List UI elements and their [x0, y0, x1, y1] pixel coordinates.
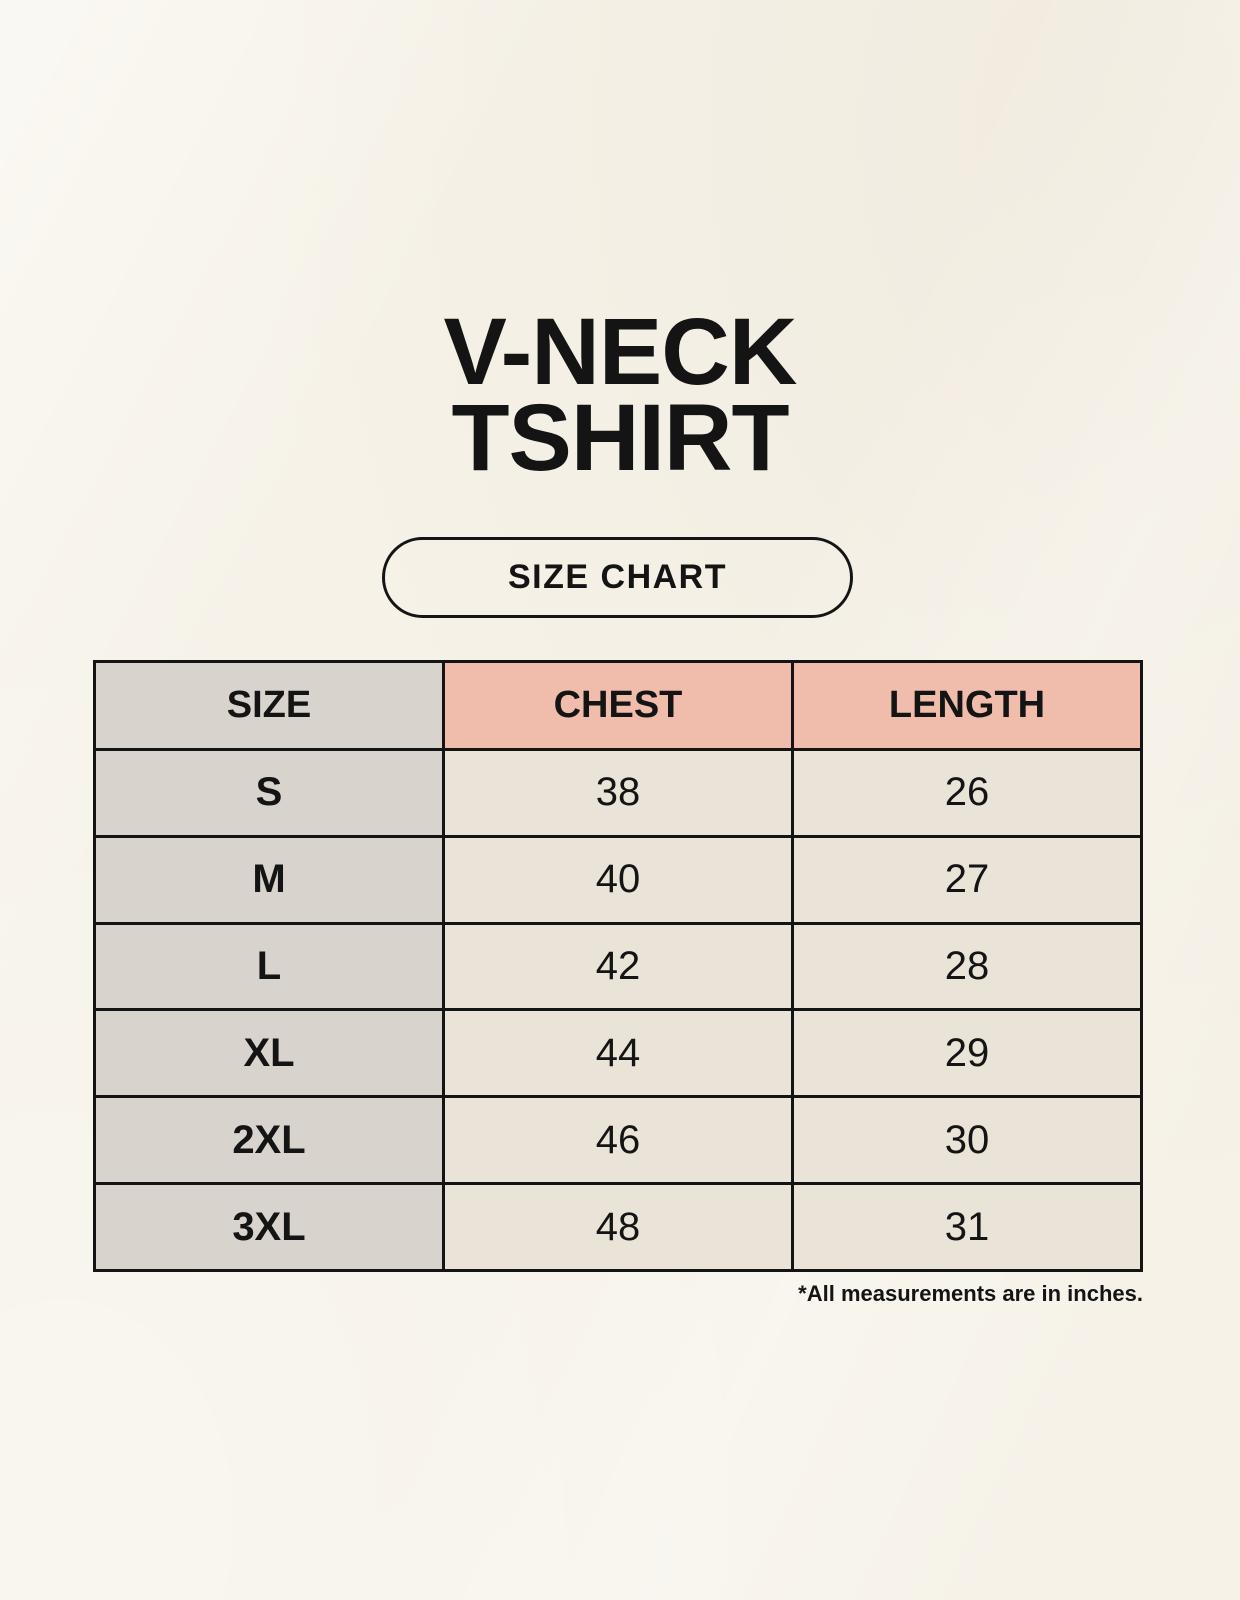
size-label-cell: 2XL	[95, 1097, 444, 1184]
column-header-size: SIZE	[95, 662, 444, 750]
size-table-header	[95, 662, 1142, 750]
page-title-line-1: V-NECK	[443, 299, 797, 405]
table-row	[95, 923, 1142, 1010]
size-label-cell: L	[95, 923, 444, 1010]
table-row	[95, 1010, 1142, 1097]
size-label-cell: XL	[95, 1010, 444, 1097]
table-row	[95, 1097, 1142, 1184]
column-header-length: LENGTH	[793, 662, 1142, 750]
size-table	[93, 660, 1143, 1272]
chest-value-cell: 48	[444, 1184, 793, 1271]
column-header-chest: CHEST	[444, 662, 793, 750]
length-value-cell: 28	[793, 923, 1142, 1010]
length-value-cell: 27	[793, 836, 1142, 923]
size-label-cell: S	[95, 750, 444, 837]
size-label-cell: M	[95, 836, 444, 923]
size-chart-badge-label: SIZE CHART	[508, 558, 727, 596]
table-row	[95, 836, 1142, 923]
length-value-cell: 26	[793, 750, 1142, 837]
chest-value-cell: 44	[444, 1010, 793, 1097]
chest-value-cell: 40	[444, 836, 793, 923]
page-title	[0, 299, 1240, 492]
table-row	[95, 1184, 1142, 1271]
header-row	[95, 662, 1142, 750]
chest-value-cell: 46	[444, 1097, 793, 1184]
size-chart-badge	[382, 537, 853, 618]
chest-value-cell: 38	[444, 750, 793, 837]
length-value-cell: 31	[793, 1184, 1142, 1271]
table-row	[95, 750, 1142, 837]
length-value-cell: 29	[793, 1010, 1142, 1097]
size-table-body	[95, 750, 1142, 1271]
page-title-line-2: TSHIRT	[451, 385, 789, 492]
size-label-cell: 3XL	[95, 1184, 444, 1271]
chest-value-cell: 42	[444, 923, 793, 1010]
length-value-cell: 30	[793, 1097, 1142, 1184]
measurements-footnote: *All measurements are in inches.	[798, 1281, 1143, 1306]
